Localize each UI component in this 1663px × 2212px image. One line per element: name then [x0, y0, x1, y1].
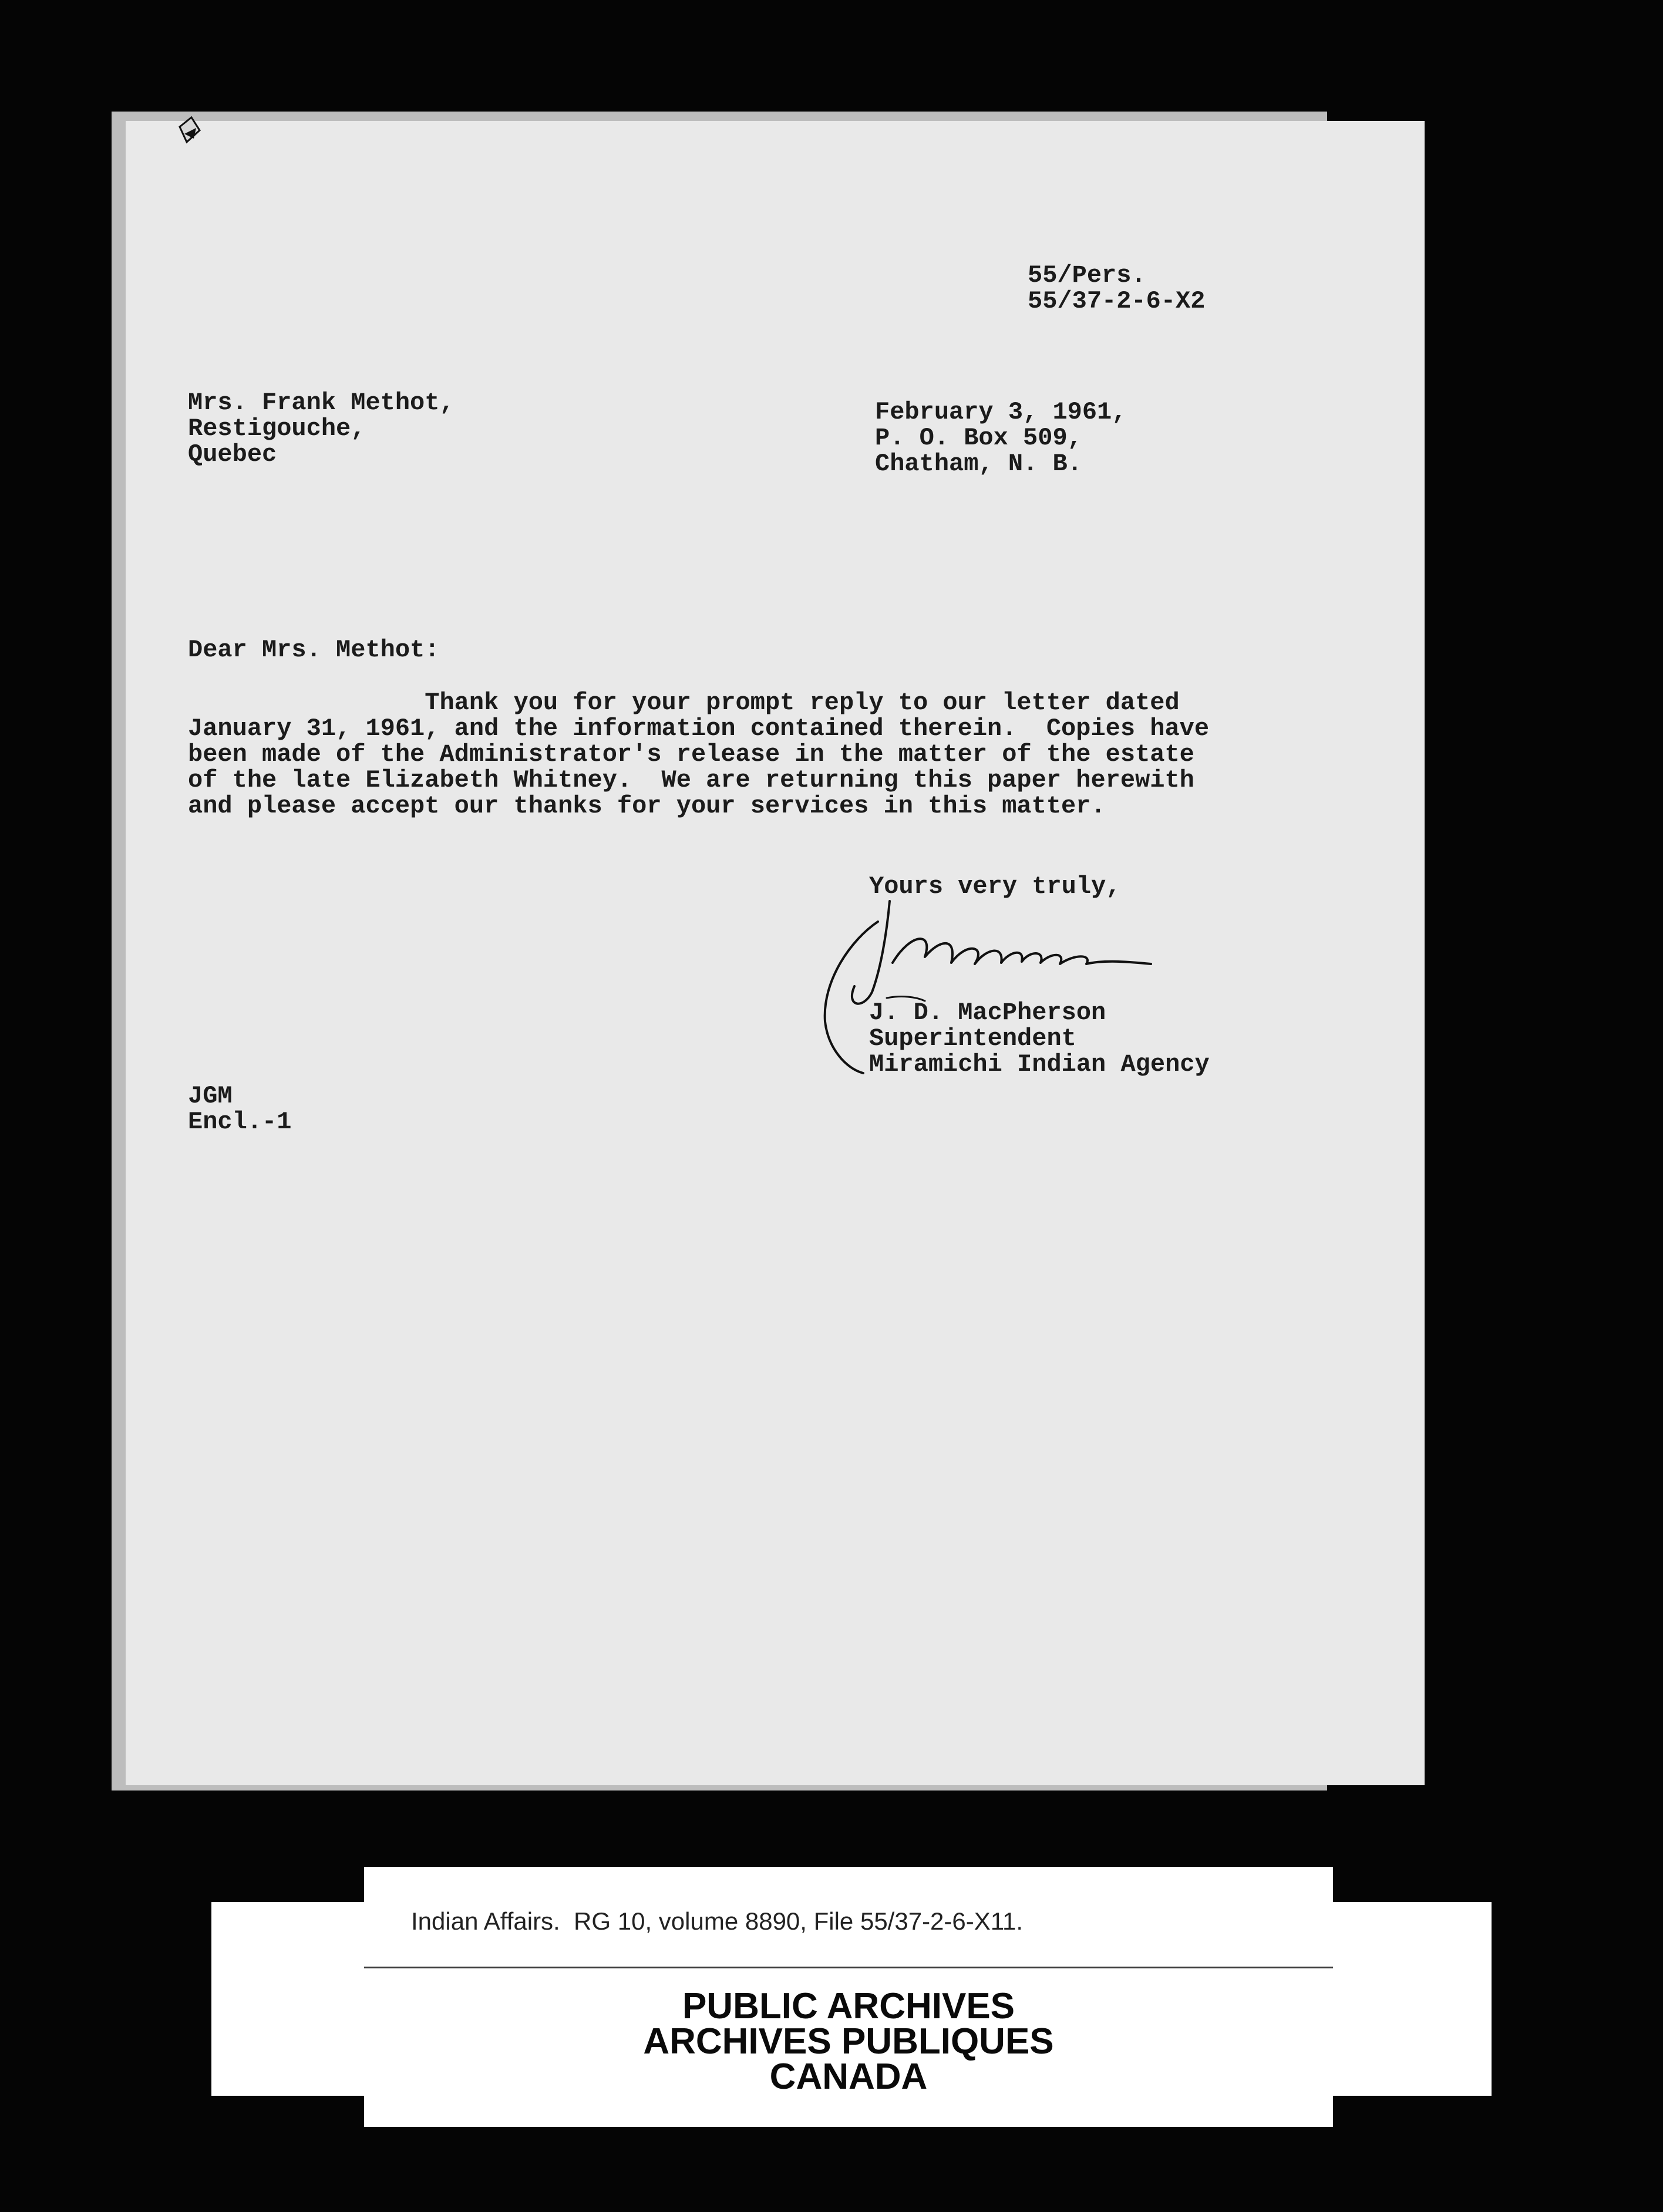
date-line: February 3, 1961,: [875, 398, 1127, 426]
body-line: been made of the Administrator's release in the matter of the estate: [188, 740, 1194, 768]
body-line: Thank you for your prompt reply to our letter dated: [188, 689, 1180, 717]
recipient-line: Quebec: [188, 440, 277, 468]
salutation: Dear Mrs. Methot:: [188, 636, 440, 664]
archive-citation: Indian Affairs. RG 10, volume 8890, File 55/37-2-6-X11.: [411, 1907, 1024, 1935]
signatory-organization: Miramichi Indian Agency: [869, 1050, 1210, 1078]
typist-initials-and-enclosure: [188, 1083, 291, 1135]
institution-line: ARCHIVES PUBLIQUES: [643, 2021, 1054, 2062]
institution-line: CANADA: [769, 2056, 928, 2097]
punch-hole-mark: [176, 115, 202, 144]
signatory-name: J. D. MacPherson: [869, 999, 1106, 1027]
body-line: of the late Elizabeth Whitney. We are returning this paper herewith: [188, 766, 1194, 794]
signatory-title: Superintendent: [869, 1024, 1076, 1053]
institution-line: PUBLIC ARCHIVES: [682, 1986, 1015, 2026]
enclosure-note: Encl.-1: [188, 1108, 292, 1136]
recipient-address: [188, 390, 455, 467]
file-reference-line: 55/Pers.: [1028, 261, 1146, 289]
archive-institution: [364, 1986, 1333, 2097]
letter-page: [126, 121, 1425, 1785]
date-and-sender-address: [875, 399, 1126, 477]
body-line: January 31, 1961, and the information contained therein. Copies have: [188, 714, 1210, 743]
letter-body: [188, 690, 1209, 819]
recipient-line: Restigouche,: [188, 414, 366, 443]
sender-address-line: P. O. Box 509,: [875, 424, 1082, 452]
typist-initials: JGM: [188, 1082, 233, 1110]
recipient-line: Mrs. Frank Methot,: [188, 389, 455, 417]
signature-block: [869, 1000, 1210, 1077]
file-reference-line: 55/37-2-6-X2: [1028, 287, 1206, 315]
body-line: and please accept our thanks for your services in this matter.: [188, 792, 1106, 820]
closing: Yours very truly,: [869, 872, 1121, 901]
sender-address-line: Chatham, N. B.: [875, 450, 1082, 478]
file-reference: [1028, 262, 1205, 314]
